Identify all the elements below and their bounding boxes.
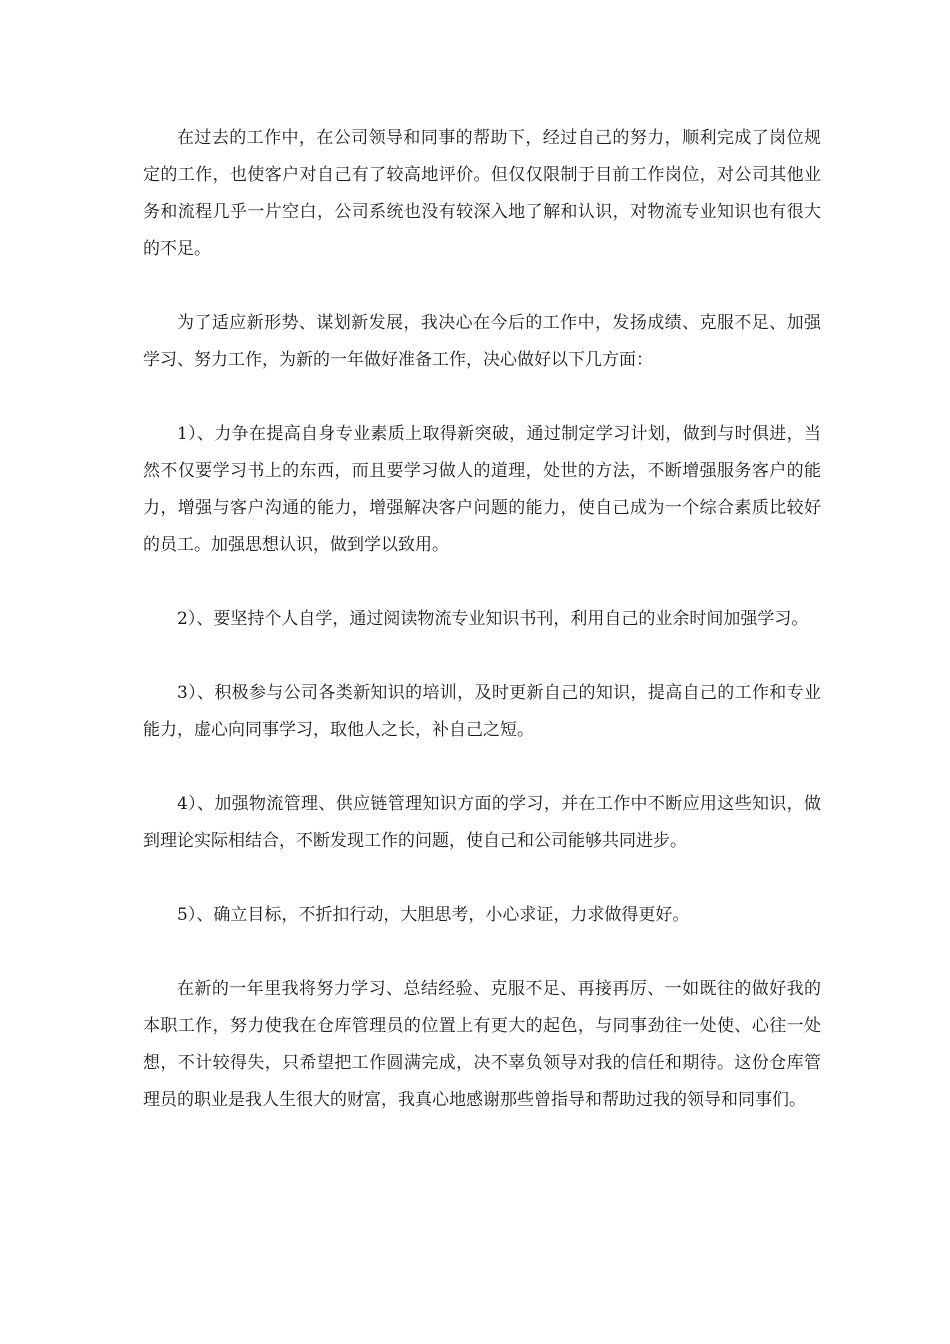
paragraph-conclusion: 在新的一年里我将努力学习、总结经验、克服不足、再接再厉、一如既往的做好我的本职工作，努力使我在仓库管理员的位置上有更大的起色，与同事劲往一处使、心往一处想，不计较得失，只希望把工作圆满完成，决不辜负领导对我的信任和期待。这份仓库管理员的职业是我人生很大的财富，我真心地感谢那些曾指导和帮助过我的领导和同事们。: [143, 979, 821, 1110]
paragraph-item-3: 3）、积极参与公司各类新知识的培训，及时更新自己的知识，提高自己的工作和专业能力，虚心向同事学习，取他人之长，补自己之短。: [143, 683, 821, 740]
paragraph-item-5: 5）、确立目标，不折扣行动，大胆思考，小心求证，力求做得更好。: [177, 905, 690, 925]
document-body: [143, 120, 821, 1119]
paragraph-item-1: 1）、力争在提高自身专业素质上取得新突破，通过制定学习计划，做到与时俱进，当然不仅要学习书上的东西，而且要学习做人的道理，处世的方法，不断增强服务客户的能力，增强与客户沟通的能力，增强解决客户问题的能力，使自己成为一个综合素质比较好的员工。加强思想认识，做到学以致用。: [143, 424, 821, 555]
paragraph-past-work-review: 在过去的工作中，在公司领导和同事的帮助下，经过自己的努力，顺利完成了岗位规定的工作，也使客户对自己有了较高地评价。但仅仅限制于目前工作岗位，对公司其他业务和流程几乎一片空白，公司系统也没有较深入地了解和认识，对物流专业知识也有很大的不足。: [143, 128, 821, 259]
paragraph-resolution-intro: 为了适应新形势、谋划新发展，我决心在今后的工作中，发扬成绩、克服不足、加强学习、努力工作，为新的一年做好准备工作，决心做好以下几方面：: [143, 313, 821, 370]
paragraph-item-2: 2）、要坚持个人自学，通过阅读物流专业知识书刊，利用自己的业余时间加强学习。: [177, 609, 809, 629]
paragraph-item-4: 4）、加强物流管理、供应链管理知识方面的学习，并在工作中不断应用这些知识，做到理论实际相结合，不断发现工作的问题，使自己和公司能够共同进步。: [143, 794, 821, 851]
